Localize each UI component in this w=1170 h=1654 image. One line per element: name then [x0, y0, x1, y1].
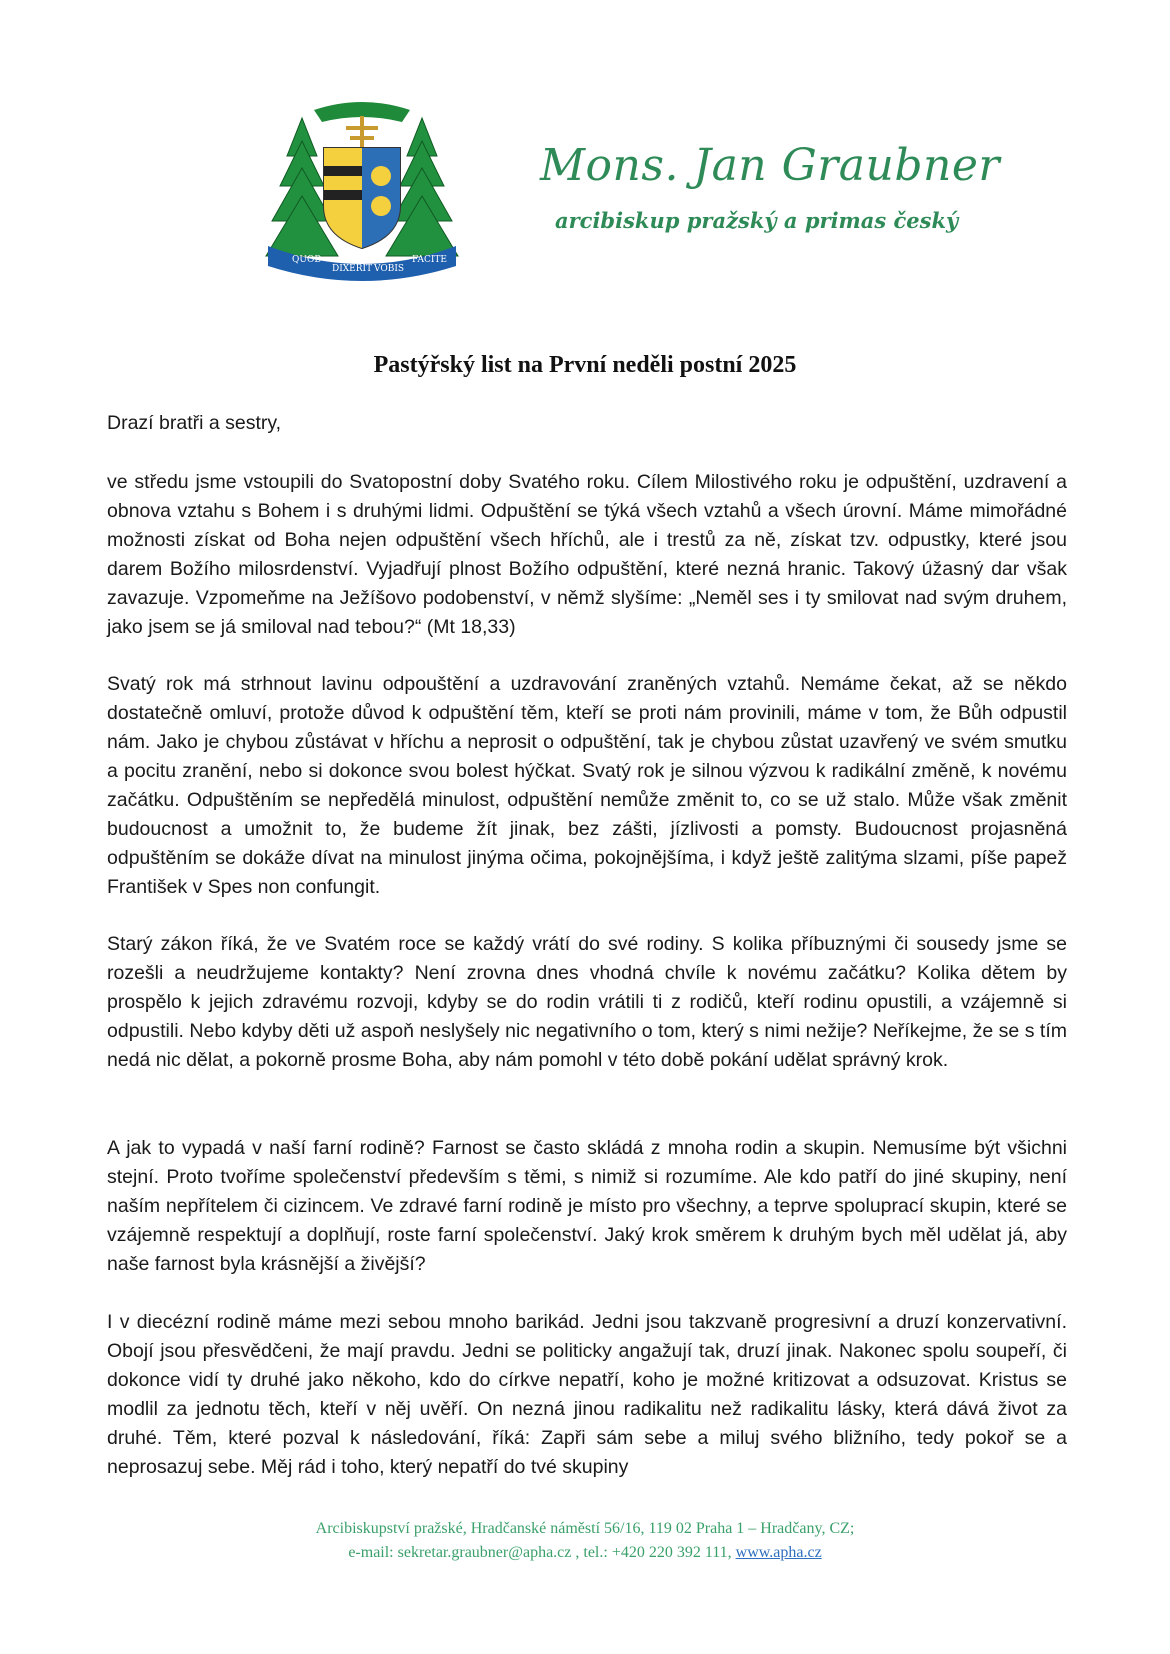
sender-name: Mons. Jan Graubner [540, 140, 1000, 191]
svg-text:VOBIS: VOBIS [374, 264, 405, 274]
footer-contact-text: e-mail: sekretar.graubner@apha.cz , tel.: +420 220 392 111, [348, 1544, 732, 1561]
paragraph-1: ve středu jsme vstoupili do Svatopostní doby Svatého roku. Cílem Milostivého roku je odpuštění, uzdravení a obnova vztahu s Bohem i s druhými lidmi. Odpuštění se týká všech vztahů a všech úrovní. Máme mimořádné možnosti získat od Boha nejen odpuštění všech hříchů, ale i trestů za ně, získat tzv. odpustky, které jsou darem Božího milosrdenství. Vyjadřují plnost Božího odpuštění, které nezná hranic. Takový úžasný dar však zavazuje. Vzpomeňme na Ježíšovo podobenství, v němž slyšíme: „Neměl ses i ty smilovat nad svým druhem, jako jsem se já smiloval nad tebou?“ (Mt 18,33) [107, 471, 1067, 638]
greeting: Drazí bratři a sestry, [107, 412, 282, 434]
document-title: Pastýřský list na První neděli postní 2025 [373, 352, 797, 378]
svg-text:FACITE: FACITE [412, 255, 447, 265]
paragraph-5: I v diecézní rodině máme mezi sebou mnoho barikád. Jedni jsou takzvaně progresivní a druzí konzervativní. Obojí jsou přesvědčeni, že mají pravdu. Jedni se politicky angažují tak, druzí jinak. Nakonec spolu soupeří, či dokonce vidí ty druhé jako někoho, kdo do církve nepatří, koho je možné kritizovat a odsuzovat. Kristus se modlil za jednotu těch, kteří v něj uvěří. On nezná jinou radikalitu než radikalitu lásky, která dává život za druhé. Těm, které pozval k následování, říká: Zapři sám sebe a miluj svého bližního, tedy pokoř se a neprosazuj sebe. Měj rád i toho, který nepatří do tvé skupiny [107, 1311, 1067, 1478]
coat-of-arms-logo [262, 96, 462, 282]
website-link[interactable]: www.apha.cz [735, 1544, 822, 1561]
paragraph-2: Svatý rok má strhnout lavinu odpouštění a uzdravování zraněných vztahů. Nemáme čekat, až se někdo dostatečně omluví, protože důvod k odpuštění těm, kteří se proti nám provinili, máme v tom, že Bůh odpustil nám. Jako je chybou zůstávat v hříchu a neprosit o odpuštění, tak je chybou zůstat uzavřený ve svém smutku a pocitu zranění, nebo si dokonce svou bolest hýčkat. Svatý rok je silnou výzvou k radikální změně, k novému začátku. Odpuštěním se nepředělá minulost, odpuštění nemůže změnit to, co se už stalo. Může však změnit budoucnost a umožnit to, že budeme žít jinak, bez zášti, jízlivosti a pomsty. Budoucnost projasněná odpuštěním se dokáže dívat na minulost jinýma očima, pokojnějšíma, i když ještě zalitýma slzami, píše papež František v Spes non confungit. [107, 673, 1067, 898]
footer-address: Arcibiskupství pražské, Hradčanské náměstí 56/16, 119 02 Praha 1 – Hradčany, CZ; [315, 1520, 855, 1537]
svg-text:DIXERIT: DIXERIT [332, 264, 373, 274]
paragraph-3: Starý zákon říká, že ve Svatém roce se každý vrátí do své rodiny. S kolika příbuznými či sousedy jsme se rozešli a neudržujeme kontakty? Není zrovna dnes vhodná chvíle k novému začátku? Kolika dětem by prospělo k jejich zdravému rozvoji, kdyby se do rodin vrátili ti z rodičů, kteří rodinu opustili, a vzájemně si odpustili. Nebo kdyby děti už aspoň neslyšely nic negativního o tom, který s nimi nežije? Neříkejme, že se s tím nedá nic dělat, a pokorně prosme Boha, aby nám pomohl v této době pokání udělat správný krok. [107, 933, 1067, 1071]
footer-contact [0, 1544, 1170, 1562]
svg-text:QUOD: QUOD [292, 255, 322, 265]
paragraph-4: A jak to vypadá v naší farní rodině? Farnost se často skládá z mnoha rodin a skupin. Nemusíme být všichni stejní. Proto tvoříme společenství především s těmi, s nimiž si rozumíme. Ale kdo patří do jiné skupiny, není naším nepřítelem či cizincem. Ve zdravé farní rodině je místo pro všechny, a teprve spoluprací skupin, které se vzájemně respektují a doplňují, roste farní společenství. Jaký krok směrem k druhým bych měl udělat já, aby naše farnost byla krásnější a živější? [107, 1137, 1067, 1275]
sender-title: arcibiskup pražský a primas český [555, 208, 959, 233]
